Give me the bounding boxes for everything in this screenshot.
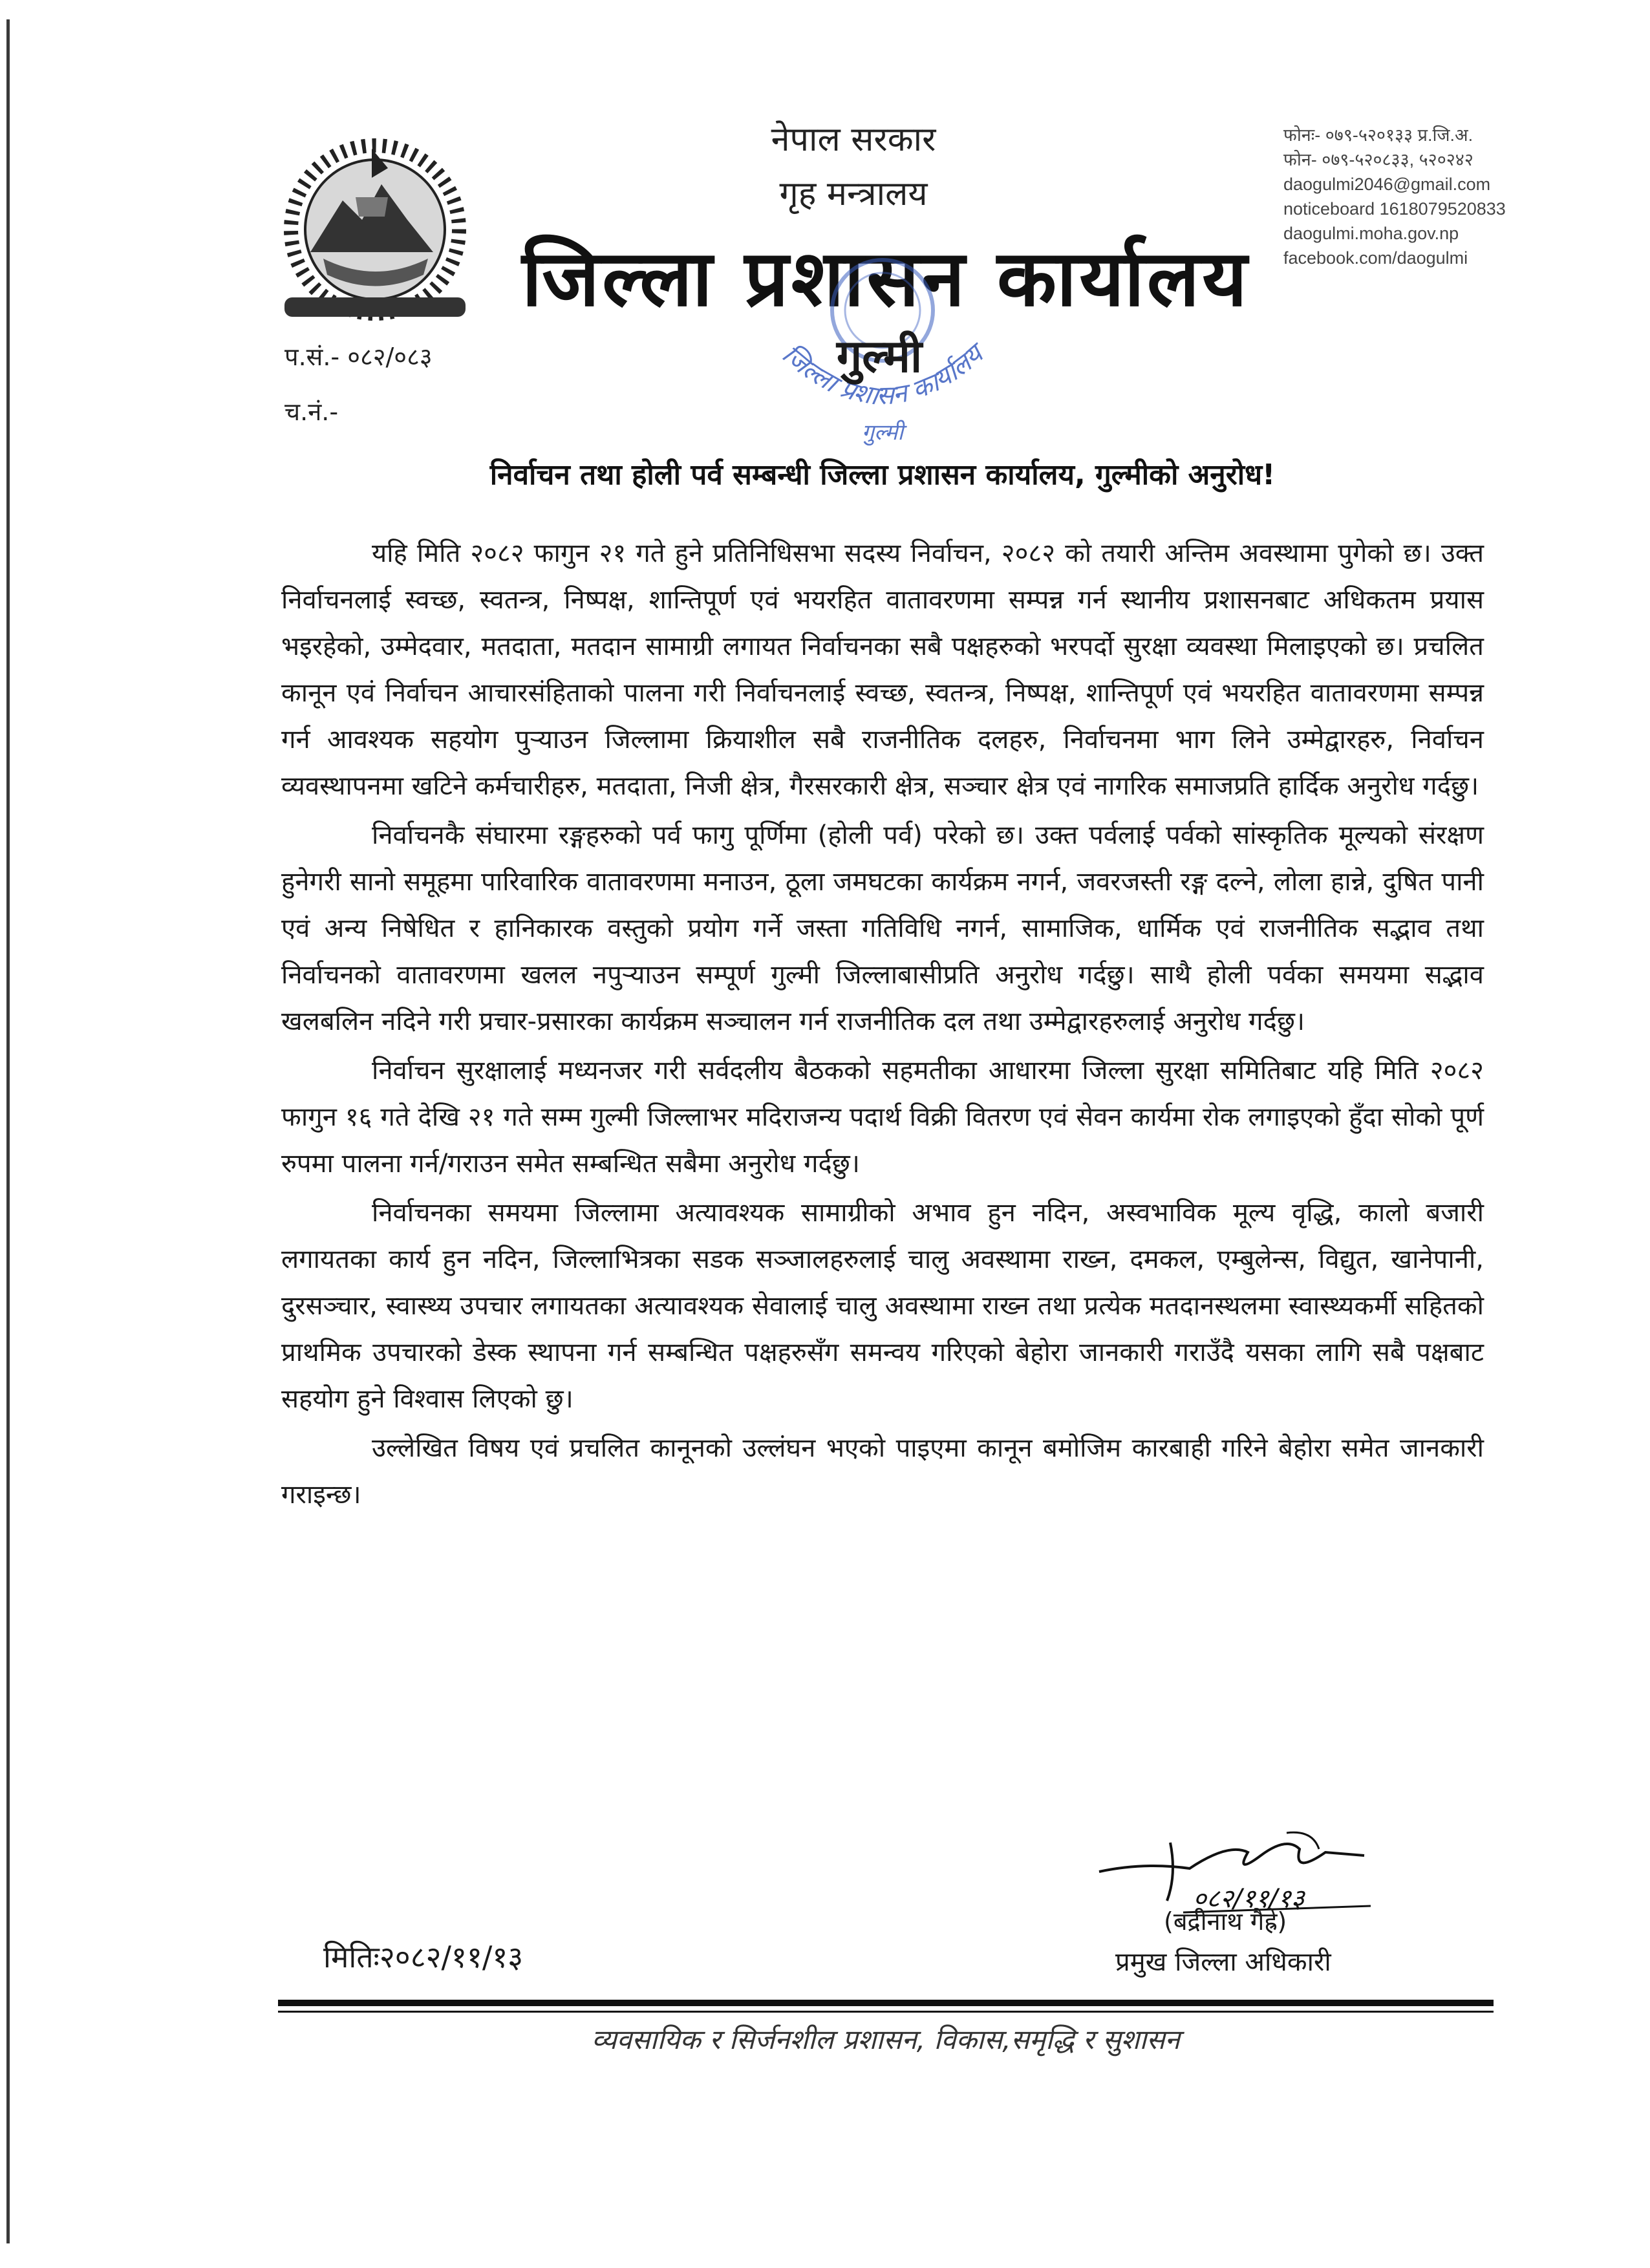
phone-1: फोनः- ०७९-५२०१३३ प्र.जि.अ.: [1283, 125, 1473, 145]
footer-divider-thin: [278, 2011, 1494, 2013]
letter-body: [281, 530, 1484, 1521]
government-name: नेपाल सरकार: [771, 120, 936, 159]
phone-2: फोन- ०७९-५२०८३३, ५२०२४२: [1283, 150, 1473, 169]
email: daogulmi2046@gmail.com: [1283, 175, 1491, 194]
ministry-name: गृह मन्त्रालय: [779, 175, 928, 213]
contact-block: [1283, 123, 1620, 270]
letter-subject: निर्वाचन तथा होली पर्व सम्बन्धी जिल्ला प्रशासन कार्यालय, गुल्मीको अनुरोध!: [489, 458, 1276, 491]
scan-edge: [6, 19, 10, 2243]
footer-motto: व्यवसायिक र सिर्जनशील प्रशासन, विकास,समृद्धि र सुशासन: [592, 2024, 1180, 2055]
signature-date: ०८२/११/१३: [1193, 1884, 1305, 1914]
dispatch-number: च.नं.-: [284, 398, 339, 426]
stamp-text: जिल्ला प्रशासन कार्यालय: [776, 339, 989, 411]
letter-reference-number: प.सं.- ०८२/०८३: [284, 343, 433, 371]
office-title: जिल्ला प्रशासन कार्यालय: [522, 234, 1250, 324]
paragraph: निर्वाचनका समयमा जिल्लामा अत्यावश्यक सामाग्रीको अभाव हुन नदिन, अस्वभाविक मूल्य वृद्धि, कालो बजारी लगायतका कार्य हुन नदिन, जिल्लाभित्रका सडक सञ्जालहरुलाई चालु अवस्थामा राख्न, दमकल, एम्बुलेन्स, विद्युत, खानेपानी, दुरसञ्चार, स्वास्थ्य उपचार लगायतका अत्यावश्यक सेवालाई चालु अवस्थामा राख्न तथा प्रत्येक मतदानस्थलमा स्वास्थ्यकर्मी सहितको प्राथमिक उपचारको डेस्क स्थापना गर्न सम्बन्धित पक्षहरुसँग समन्वय गरिएको बेहोरा जानकारी गराउँदै यसका लागि सबै पक्षबाट सहयोग हुने विश्वास लिएको छु।: [281, 1198, 1484, 1414]
paragraph: उल्लेखित विषय एवं प्रचलित कानूनको उल्लंघन भएको पाइएमा कानून बमोजिम कारबाही गरिने बेहोरा समेत जानकारी गराइन्छ।: [281, 1433, 1484, 1510]
stamp-district: गुल्मी: [861, 420, 904, 445]
letter-date: मितिः२०८२/११/१३: [323, 1940, 524, 1974]
footer-divider: [278, 2000, 1494, 2006]
website: daogulmi.moha.gov.np: [1283, 224, 1459, 243]
facebook: facebook.com/daogulmi: [1283, 248, 1468, 268]
district-name: गुल्मी: [836, 330, 923, 383]
paragraph: निर्वाचनकै संघारमा रङ्गहरुको पर्व फागु पूर्णिमा (होली पर्व) परेको छ। उक्त पर्वलाई पर्वको सांस्कृतिक मूल्यको संरक्षण हुनेगरी सानो समूहमा पारिवारिक वातावरणमा मनाउन, ठूला जमघटका कार्यक्रम नगर्न, जवरजस्ती रङ्ग दल्ने, लोला हान्ने, दुषित पानी एवं अन्य निषेधित र हानिकारक वस्तुको प्रयोग गर्ने जस्ता गतिविधि नगर्न, सामाजिक, धार्मिक एवं राजनीतिक सद्भाव तथा निर्वाचनको वातावरणमा खलल नपुऱ्याउन सम्पूर्ण गुल्मी जिल्लाबासीप्रति अनुरोध गर्दछु। साथै होली पर्वका समयमा सद्भाव खलबलिन नदिने गरी प्रचार-प्रसारका कार्यक्रम सञ्चालन गर्न राजनीतिक दल तथा उम्मेद्वारहरुलाई अनुरोध गर्दछु।: [281, 820, 1484, 1036]
signer-name: (बद्रीनाथ गैह्रे): [1164, 1907, 1287, 1936]
signer-designation: प्रमुख जिल्ला अधिकारी: [1115, 1947, 1331, 1977]
paragraph: निर्वाचन सुरक्षालाई मध्यनजर गरी सर्वदलीय बैठकको सहमतीका आधारमा जिल्ला सुरक्षा समितिबाट यहि मिति २०८२ फागुन १६ गते देखि २१ गते सम्म गुल्मी जिल्लाभर मदिराजन्य पदार्थ विक्री वितरण एवं सेवन कार्यमा रोक लगाइएको हुँदा सोको पूर्ण रुपमा पालना गर्न/गराउन समेत सम्बन्धित सबैमा अनुरोध गर्दछु।: [281, 1056, 1484, 1179]
paragraph: यहि मिति २०८२ फागुन २१ गते हुने प्रतिनिधिसभा सदस्य निर्वाचन, २०८२ को तयारी अन्तिम अवस्थामा पुगेको छ। उक्त निर्वाचनलाई स्वच्छ, स्वतन्त्र, निष्पक्ष, शान्तिपूर्ण एवं भयरहित वातावरणमा सम्पन्न गर्न स्थानीय प्रशासनबाट अधिकतम प्रयास भइरहेको, उम्मेदवार, मतदाता, मतदान सामाग्री लगायत निर्वाचनका सबै पक्षहरुको भरपर्दो सुरक्षा व्यवस्था मिलाइएको छ। प्रचलित कानून एवं निर्वाचन आचारसंहिताको पालना गरी निर्वाचनलाई स्वच्छ, स्वतन्त्र, निष्पक्ष, शान्तिपूर्ण एवं भयरहित वातावरणमा सम्पन्न गर्न आवश्यक सहयोग पुऱ्याउन जिल्लामा क्रियाशील सबै राजनीतिक दलहरु, निर्वाचनमा भाग लिने उम्मेद्वारहरु, निर्वाचन व्यवस्थापनमा खटिने कर्मचारीहरु, मतदाता, निजी क्षेत्र, गैरसरकारी क्षेत्र, सञ्चार क्षेत्र एवं नागरिक समाजप्रति हार्दिक अनुरोध गर्दछु।: [281, 539, 1484, 801]
nepal-emblem-icon: [259, 123, 491, 336]
noticeboard: noticeboard 1618079520833: [1283, 199, 1506, 219]
